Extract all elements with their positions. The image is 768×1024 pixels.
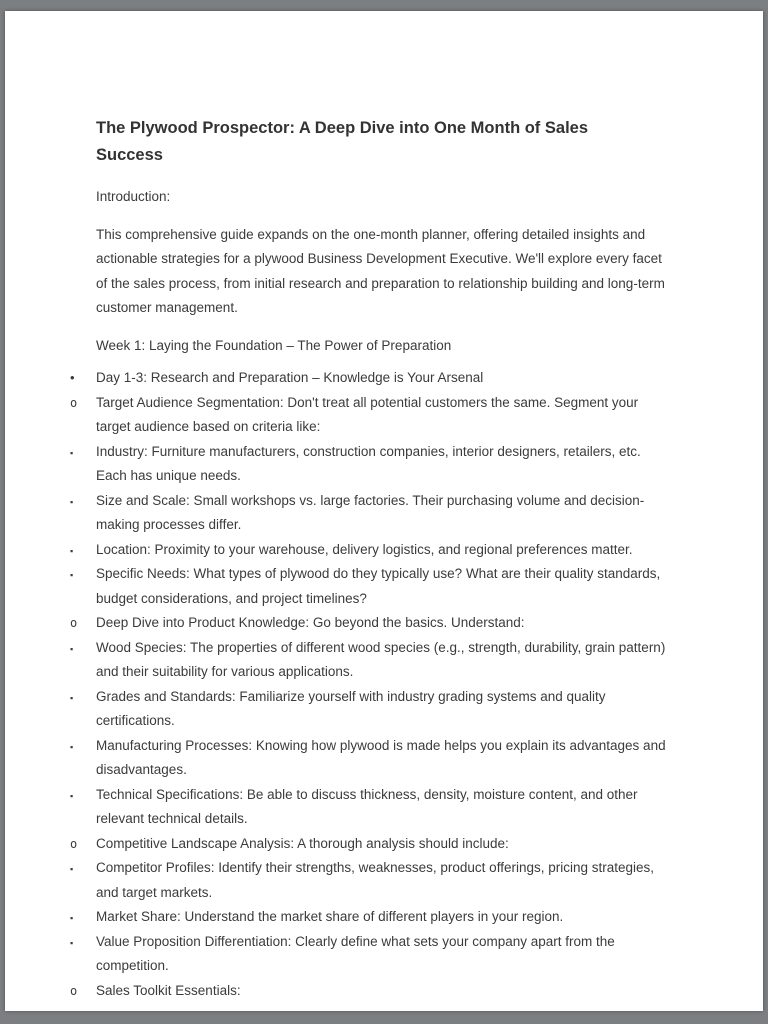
intro-paragraph: This comprehensive guide expands on the one-month planner, offering detailed insights and actionable strategies for a plywood Business Development Executive. We'll explore every facet of the sales process, from initial research and preparation to relationship building and long-term customer management.: [96, 226, 665, 315]
list-item: [70, 905, 672, 930]
list-item: [70, 440, 672, 489]
list-item: [70, 832, 672, 857]
list-item-text: Specific Needs: What types of plywood do they typically use? What are their quality standards, budget considerations, and project timelines?: [96, 566, 661, 606]
bullet-marker: o: [70, 395, 78, 410]
list-item: [70, 366, 672, 391]
list-item: [70, 856, 672, 905]
list-item: [70, 562, 672, 611]
list-item-text: Competitive Landscape Analysis: A thorough analysis should include:: [96, 835, 509, 851]
bullet-marker: ▪: [70, 741, 74, 752]
list-item-text: Target Audience Segmentation: Don't treat all potential customers the same. Segment your target audience based on criteria like:: [96, 394, 639, 434]
list-item: [70, 636, 672, 685]
list-item: [70, 611, 672, 636]
list-item: [70, 538, 672, 563]
list-item-text: Market Share: Understand the market share of different players in your region.: [96, 909, 564, 924]
document-page: [5, 11, 763, 1011]
list-item-text: Competitor Profiles: Identify their strengths, weaknesses, product offerings, pricing strategies, and target markets.: [96, 860, 655, 900]
list-item-text: Industry: Furniture manufacturers, construction companies, interior designers, retailers, etc. Each has unique needs.: [96, 443, 641, 483]
list-item: [70, 930, 672, 979]
bullet-marker: •: [70, 370, 75, 385]
document-title: The Plywood Prospector: A Deep Dive into One Month of Sales Success: [96, 119, 589, 164]
bullet-marker: ▪: [70, 937, 74, 948]
list-item-text: Manufacturing Processes: Knowing how plywood is made helps you explain its advantages and disadvantages.: [96, 737, 666, 777]
bullet-marker: ▪: [70, 496, 74, 507]
list-item: [70, 391, 672, 440]
list-item-text: Sales Toolkit Essentials:: [96, 982, 241, 998]
list-item: [70, 489, 672, 538]
bullet-marker: ▪: [70, 692, 74, 703]
bullet-marker: ▪: [70, 913, 74, 923]
outline-list: [70, 366, 672, 1003]
list-item: [70, 979, 672, 1004]
bullet-marker: ▪: [70, 864, 74, 874]
list-item-text: Technical Specifications: Be able to discuss thickness, density, moisture content, and other relevant technical details.: [96, 786, 638, 826]
list-item-text: Location: Proximity to your warehouse, delivery logistics, and regional preferences matter.: [96, 541, 633, 557]
list-item: [70, 734, 672, 783]
bullet-marker: ▪: [70, 790, 74, 801]
list-item-text: Wood Species: The properties of different wood species (e.g., strength, durability, grain pattern) and their suitability for various applications.: [96, 639, 666, 679]
bullet-marker: ▪: [70, 447, 74, 458]
bullet-marker: o: [70, 983, 78, 998]
list-item: [70, 783, 672, 832]
list-item-text: Deep Dive into Product Knowledge: Go beyond the basics. Understand:: [96, 615, 525, 630]
week-heading: Week 1: Laying the Foundation – The Power of Preparation: [96, 337, 452, 353]
list-item-text: Day 1-3: Research and Preparation – Knowledge is Your Arsenal: [96, 370, 484, 385]
bullet-marker: ▪: [70, 570, 74, 580]
bullet-marker: ▪: [70, 545, 74, 556]
list-item-text: Size and Scale: Small workshops vs. large factories. Their purchasing volume and decision-making processes differ.: [96, 492, 645, 532]
bullet-marker: ▪: [70, 643, 74, 654]
list-item-text: Grades and Standards: Familiarize yourself with industry grading systems and quality certifications.: [96, 688, 606, 728]
intro-label: Introduction:: [96, 189, 171, 204]
bullet-marker: o: [70, 616, 78, 630]
bullet-marker: o: [70, 836, 78, 851]
list-item: [70, 685, 672, 734]
list-item-text: Value Proposition Differentiation: Clearly define what sets your company apart from the competition.: [96, 933, 615, 973]
